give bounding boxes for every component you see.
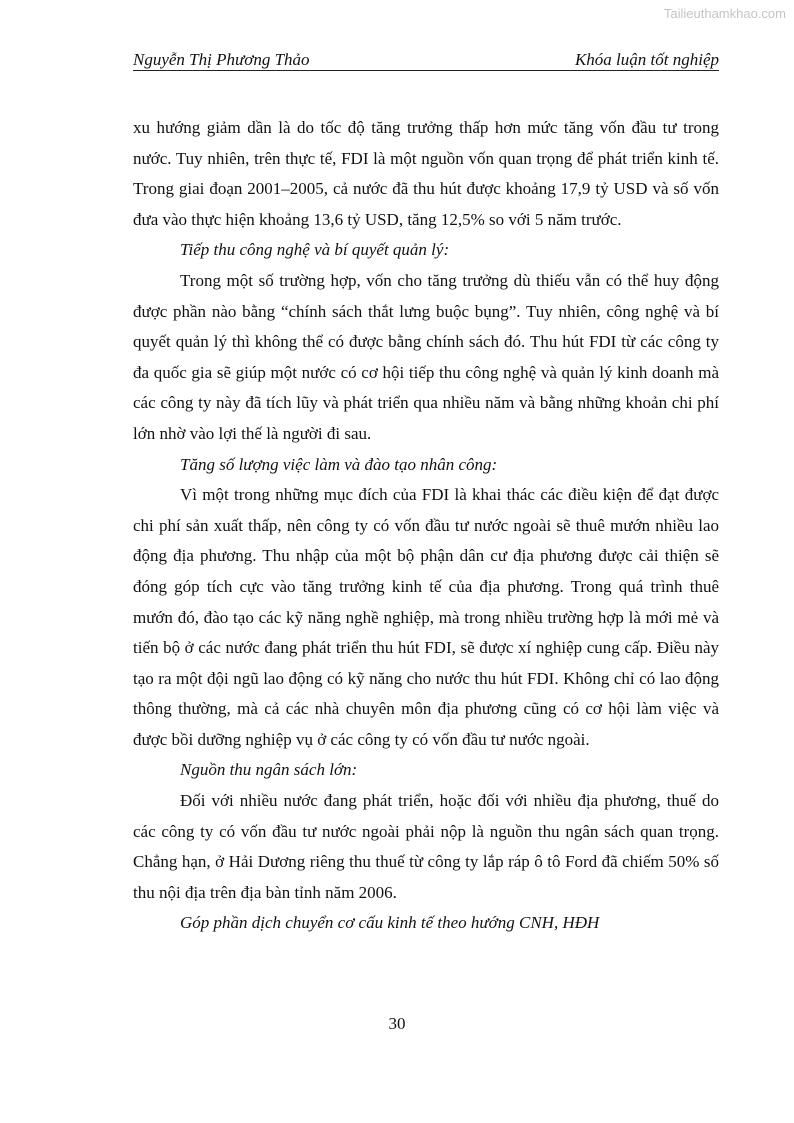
paragraph-employment: Vì một trong những mục đích của FDI là khai thác các điều kiện để đạt được chi phí sản xuất thấp, nên công ty có vốn đầu tư nước ngoài sẽ thuê mướn nhiều lao động địa phương. Thu nhập của một bộ phận dân cư địa phương được cải thiện sẽ đóng góp tích cực vào tăng trưởng kinh tế của địa phương. Trong quá trình thuê mướn đó, đào tạo các kỹ năng nghề nghiệp, mà trong nhiều trường hợp là mới mẻ và tiến bộ ở các nước đang phát triển thu hút FDI, sẽ được xí nghiệp cung cấp. Điều này tạo ra một đội ngũ lao động có kỹ năng cho nước thu hút FDI. Không chỉ có lao động thông thường, mà cả các nhà chuyên môn địa phương cũng có cơ hội làm việc và được bồi dưỡng nghiệp vụ ở các công ty có vốn đầu tư nước ngoài. xyxy=(133,485,719,749)
page-header xyxy=(133,50,719,71)
page-number: 30 xyxy=(388,1014,406,1033)
section-heading-budget: Nguồn thu ngân sách lớn: xyxy=(180,760,358,780)
header-author: Nguyễn Thị Phương Thảo xyxy=(133,50,310,69)
header-doc-type: Khóa luận tốt nghiệp xyxy=(574,50,719,69)
document-body xyxy=(133,113,719,939)
section-heading-employment: Tăng số lượng việc làm và đào tạo nhân công: xyxy=(180,454,498,474)
paragraph-budget: Đối với nhiều nước đang phát triển, hoặc đối với nhiều địa phương, thuế do các công ty có vốn đầu tư nước ngoài phải nộp là nguồn thu ngân sách quan trọng. Chẳng hạn, ở Hải Dương riêng thu thuế từ công ty lắp ráp ô tô Ford đã chiếm 50% số thu nội địa trên địa bàn tỉnh năm 2006. xyxy=(133,791,719,902)
watermark-text: Tailieuthamkhao.com xyxy=(663,6,786,21)
section-heading-technology: Tiếp thu công nghệ và bí quyết quản lý: xyxy=(180,240,450,260)
paragraph-technology: Trong một số trường hợp, vốn cho tăng trưởng dù thiếu vẫn có thể huy động được phần nào bằng “chính sách thắt lưng buộc bụng”. Tuy nhiên, công nghệ và bí quyết quản lý thì không thể có được bằng chính sách đó. Thu hút FDI từ các công ty đa quốc gia sẽ giúp một nước có cơ hội tiếp thu công nghệ và quản lý kinh doanh mà các công ty này đã tích lũy và phát triển qua nhiều năm và bằng những khoản chi phí lớn nhờ vào lợi thế là người đi sau. xyxy=(133,270,719,443)
section-heading-restructuring: Góp phần dịch chuyển cơ cấu kinh tế theo hướng CNH, HĐH xyxy=(180,913,600,933)
paragraph-fdi-capital: xu hướng giảm dần là do tốc độ tăng trưởng thấp hơn mức tăng vốn đầu tư trong nước. Tuy nhiên, trên thực tế, FDI là một nguồn vốn quan trọng để phát triển kinh tế. Trong giai đoạn 2001–2005, cả nước đã thu hút được khoảng 17,9 tỷ USD và số vốn đưa vào thực hiện khoảng 13,6 tỷ USD, tăng 12,5% so với 5 năm trước. xyxy=(133,118,719,229)
